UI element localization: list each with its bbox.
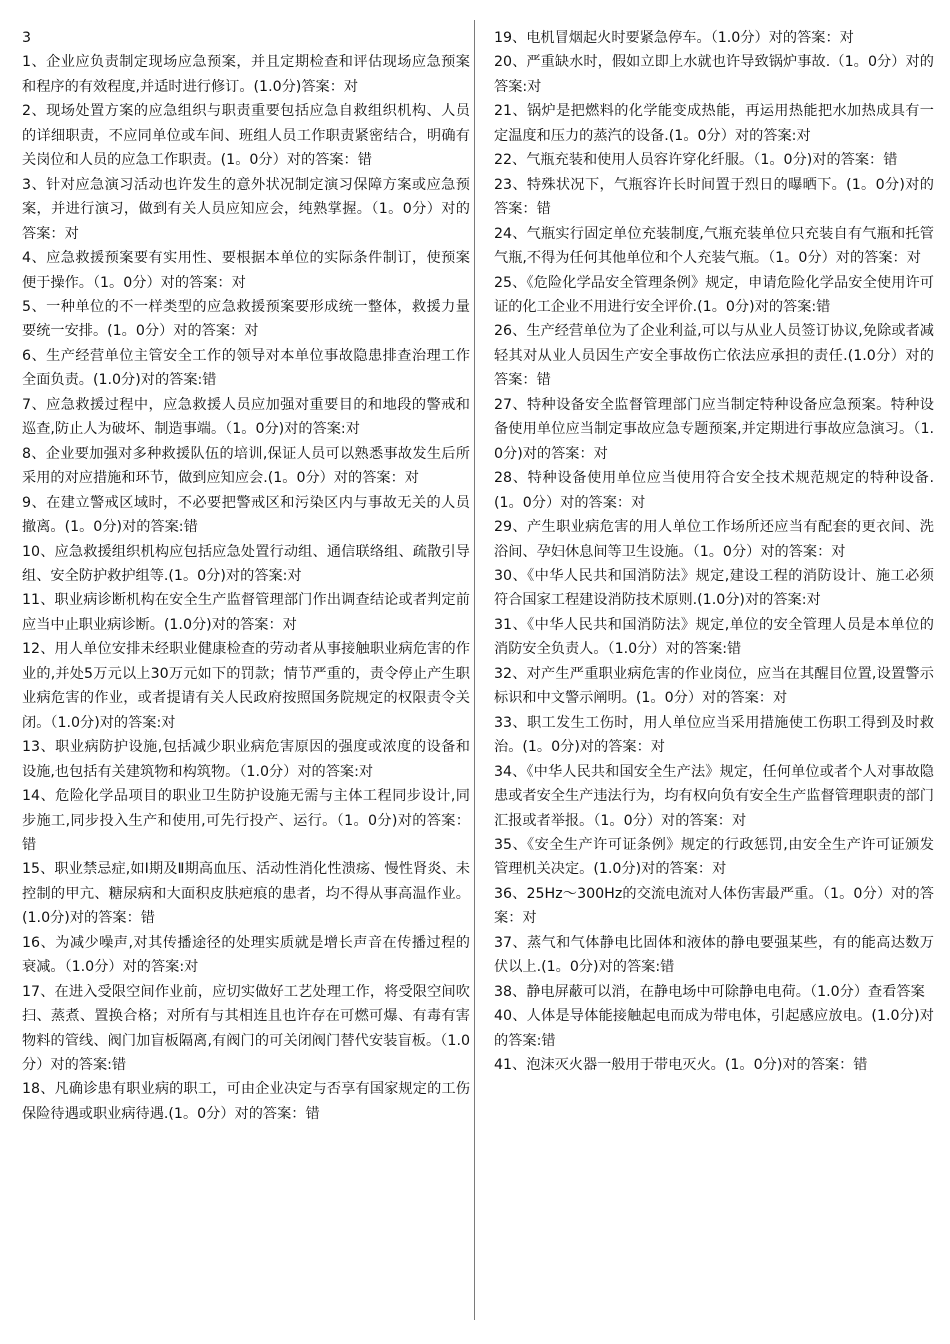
question-item: 35、《安全生产许可证条例》规定的行政惩罚,由安全生产许可证颁发管理机关决定。(1.0分)对的答案：对 — [494, 836, 934, 878]
question-item: 36、25Hz～300Hz的交流电流对人体伤害最严重。（1。0分）对的答案：对 — [494, 885, 934, 927]
question-item: 10、应急救援组织机构应包括应急处置行动组、通信联络组、疏散引导组、安全防护救护组等.(1。0分)对的答案:对 — [22, 543, 470, 584]
left-column — [22, 26, 470, 1126]
question-item: 7、应急救援过程中，应急救援人员应加强对重要目的和地段的警戒和巡查,防止人为破坏、制造事端。（1。0分)对的答案:对 — [22, 396, 470, 438]
question-item: 22、气瓶充装和使用人员容许穿化纤服。（1。0分)对的答案：错 — [494, 152, 898, 169]
question-item: 28、特种设备使用单位应当使用符合安全技术规范规定的特种设备.(1。0分）对的答案：对 — [494, 470, 934, 511]
question-item: 27、特种设备安全监督管理部门应当制定特种设备应急预案。特种设备使用单位应当制定事故应急专题预案,并定期进行事故应急演习。（1.0分)对的答案：对 — [494, 396, 934, 462]
question-item: 30、《中华人民共和国消防法》规定,建设工程的消防设计、施工必须符合国家工程建设消防技术原则.(1.0分)对的答案:对 — [494, 567, 934, 609]
left-question-list — [22, 50, 470, 1126]
question-item: 34、《中华人民共和国安全生产法》规定，任何单位或者个人对事故隐患或者安全生产违法行为，均有权向负有安全生产监督管理职责的部门汇报或者举报。（1。0分）对的答案：对 — [494, 763, 934, 829]
question-item: 8、企业要加强对多种救援队伍的培训,保证人员可以熟悉事故发生后所采用的对应措施和环节，做到应知应会.(1。0分）对的答案：对 — [22, 445, 470, 487]
question-item: 20、严重缺水时，假如立即上水就也许导致锅炉事故.（1。0分）对的答案:对 — [494, 54, 934, 95]
question-item: 41、泡沫灭火器一般用于带电灭火。(1。0分)对的答案：错 — [494, 1057, 868, 1074]
column-divider — [474, 20, 475, 1320]
question-item: 6、生产经营单位主管安全工作的领导对本单位事故隐患排查治理工作全面负责。(1.0分)对的答案:错 — [22, 347, 470, 389]
question-item: 31、《中华人民共和国消防法》规定,单位的安全管理人员是本单位的消防安全负责人。（1.0分）对的答案:错 — [494, 616, 934, 658]
right-column — [494, 26, 934, 1077]
question-item: 1、企业应负责制定现场应急预案，并且定期检查和评估现场应急预案和程序的有效程度,并适时进行修订。(1.0分)答案：对 — [22, 54, 470, 95]
right-question-list — [494, 26, 934, 1077]
question-item: 16、为减少噪声,对其传播途径的处理实质就是增长声音在传播过程的衰减。（1.0分）对的答案:对 — [22, 934, 470, 976]
question-item: 17、在进入受限空间作业前，应切实做好工艺处理工作，将受限空间吹扫、蒸煮、置换合格；对所有与其相连且也许存在可燃可爆、有毒有害物料的管线、阀门加盲板隔离,有阀门的可关闭阀门替代安装盲板。（1.0分）对的答案:错 — [22, 983, 470, 1074]
question-item: 40、人体是导体能接触起电而成为带电体，引起感应放电。(1.0分)对的答案:错 — [494, 1008, 934, 1049]
question-item: 12、用人单位安排未经职业健康检查的劳动者从事接触职业病危害的作业的,并处5万元以上30万元如下的罚款；情节严重的，责令停止产生职业病危害的作业，或者提请有关人民政府按照国务院规定的权限责令关闭。（1.0分)对的答案:对 — [22, 641, 470, 731]
question-item: 14、危险化学品项目的职业卫生防护设施无需与主体工程同步设计,同步施工,同步投入生产和使用,可先行投产、运行。（1。0分)对的答案：错 — [22, 788, 470, 853]
question-item: 15、职业禁忌症,如Ⅰ期及Ⅱ期高血压、活动性消化性溃疡、慢性肾炎、未控制的甲亢、糖尿病和大面积皮肤疤痕的患者，均不得从事高温作业。(1.0分)对的答案：错 — [22, 861, 470, 927]
question-item: 23、特殊状况下，气瓶容许长时间置于烈日的曝晒下。(1。0分)对的答案：错 — [494, 176, 934, 218]
question-item: 29、产生职业病危害的用人单位工作场所还应当有配套的更衣间、洗浴间、孕妇休息间等卫生设施。（1。0分）对的答案：对 — [494, 519, 934, 560]
question-item: 18、凡确诊患有职业病的职工，可由企业决定与否享有国家规定的工伤保险待遇或职业病待遇.(1。0分）对的答案：错 — [22, 1081, 470, 1122]
question-item: 5、一种单位的不一样类型的应急救援预案要形成统一整体，救援力量要统一安排。(1。0分）对的答案：对 — [22, 298, 470, 340]
question-item: 19、电机冒烟起火时要紧急停车。（1.0分）对的答案：对 — [494, 30, 854, 46]
question-item: 32、对产生严重职业病危害的作业岗位，应当在其醒目位置,设置警示标识和中文警示阐明。(1。0分）对的答案：对 — [494, 665, 934, 707]
question-item: 24、气瓶实行固定单位充装制度,气瓶充装单位只充装自有气瓶和托管气瓶,不得为任何其他单位和个人充装气瓶。（1。0分）对的答案：对 — [494, 225, 934, 267]
question-item: 25、《危险化学品安全管理条例》规定，申请危险化学品安全使用许可证的化工企业不用进行安全评价.(1。0分)对的答案:错 — [494, 274, 934, 315]
question-item: 37、蒸气和气体静电比固体和液体的静电要强某些，有的能高达数万伏以上.(1。0分)对的答案:错 — [494, 934, 934, 976]
question-item: 3、针对应急演习活动也许发生的意外状况制定演习保障方案或应急预案，并进行演习，做到有关人员应知应会，纯熟掌握。（1。0分）对的答案：对 — [22, 176, 470, 242]
question-item: 38、静电屏蔽可以消，在静电场中可除静电电荷。（1.0分）查看答案 — [494, 983, 925, 1000]
question-item: 4、应急救援预案要有实用性、要根据本单位的实际条件制订，使预案便于操作。（1。0分）对的答案：对 — [22, 250, 470, 291]
question-item: 21、锅炉是把燃料的化学能变成热能，再运用热能把水加热成具有一定温度和压力的蒸汽的设备.(1。0分）对的答案:对 — [494, 103, 934, 144]
question-item: 11、职业病诊断机构在安全生产监督管理部门作出调查结论或者判定前应当中止职业病诊断。(1.0分)对的答案：对 — [22, 592, 470, 633]
page-number: 3 — [22, 30, 32, 46]
question-item: 9、在建立警戒区域时，不必要把警戒区和污染区内与事故无关的人员撤离。(1。0分)对的答案:错 — [22, 494, 470, 536]
question-item: 2、现场处置方案的应急组织与职责重要包括应急自救组织机构、人员的详细职责，不应同单位或车间、班组人员工作职责紧密结合，明确有关岗位和人员的应急工作职责。(1。0分）对的答案：错 — [22, 103, 470, 169]
question-item: 26、生产经营单位为了企业利益,可以与从业人员签订协议,免除或者减轻其对从业人员因生产安全事故伤亡依法应承担的责任.(1.0分）对的答案：错 — [494, 323, 934, 389]
question-item: 13、职业病防护设施,包括减少职业病危害原因的强度或浓度的设备和设施,也包括有关建筑物和构筑物。（1.0分）对的答案:对 — [22, 739, 470, 780]
question-item: 33、职工发生工伤时，用人单位应当采用措施使工伤职工得到及时救治。(1。0分)对的答案：对 — [494, 714, 934, 756]
